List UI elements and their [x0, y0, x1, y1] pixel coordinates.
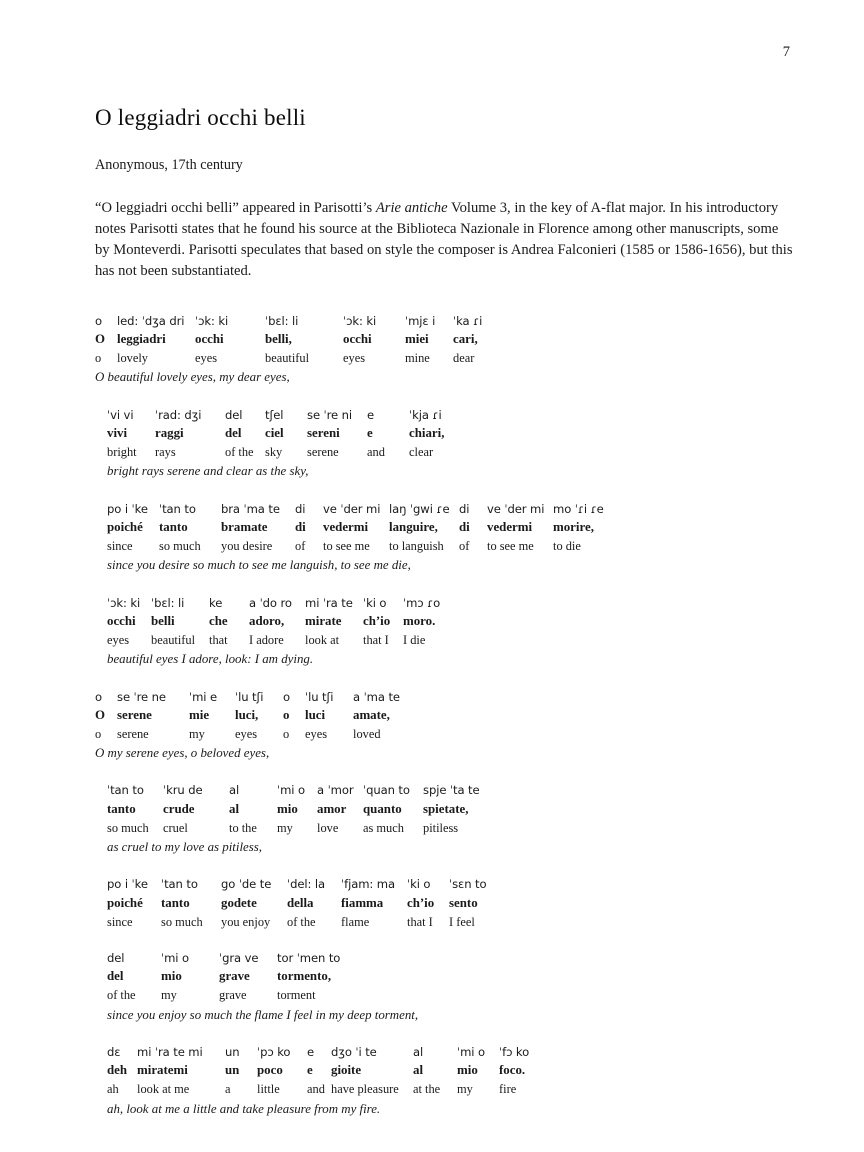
italian-word: amate,	[353, 707, 390, 722]
italian-word: sento	[449, 895, 478, 910]
ipa-token: ˈmi o	[457, 1045, 485, 1060]
ipa-token: bra ˈma te	[221, 501, 280, 516]
italian-word: ch’io	[407, 895, 435, 910]
italian-word: grave	[219, 969, 250, 984]
ipa-token: dʒo ˈi te	[331, 1045, 377, 1060]
translation-line: since you enjoy so much the flame I feel in my deep torment,	[107, 1007, 419, 1022]
italian-word: gioite	[331, 1063, 362, 1078]
italian-word: spietate,	[423, 801, 469, 816]
gloss-word: my	[277, 820, 293, 835]
italian-word: e	[367, 425, 373, 440]
ipa-token: ˈtan to	[107, 783, 144, 798]
ipa-token: o	[95, 313, 102, 328]
ipa-token: ˈka ɾi	[453, 313, 483, 328]
italian-word: leggiadri	[117, 331, 166, 346]
gloss-word: and	[307, 1082, 325, 1097]
gloss-word: my	[161, 988, 177, 1003]
italian-word: poiché	[107, 519, 143, 534]
ipa-tier	[95, 689, 795, 706]
gloss-word: dear	[453, 350, 475, 365]
gloss-word: so much	[107, 820, 149, 835]
ipa-token: ˈlu tʃi	[305, 689, 334, 704]
stanza-block	[95, 876, 795, 931]
introduction-paragraph	[95, 198, 795, 283]
stanza-block	[95, 313, 795, 388]
gloss-word: look at me	[137, 1082, 190, 1097]
ipa-token: ˈlu tʃi	[235, 689, 264, 704]
intro-italic-title: Arie antiche	[375, 200, 448, 216]
translation-line: bright rays serene and clear as the sky,	[107, 464, 309, 479]
ipa-token: o	[283, 689, 290, 704]
gloss-word: loved	[353, 726, 381, 741]
italian-word: raggi	[155, 425, 184, 440]
italian-word: mie	[189, 707, 210, 722]
gloss-word: o	[283, 726, 290, 741]
gloss-word: sky	[265, 444, 283, 459]
italian-word: che	[209, 613, 228, 628]
italian-word: sereni	[307, 425, 340, 440]
gloss-word: my	[457, 1082, 473, 1097]
ipa-token: laŋ ˈgwi ɾe	[389, 501, 450, 516]
attribution-line: Anonymous, 17th century	[95, 157, 243, 173]
gloss-word: grave	[219, 988, 247, 1003]
italian-word: belli	[151, 613, 175, 628]
gloss-word: of	[459, 538, 470, 553]
italian-word: amor	[317, 801, 347, 816]
gloss-word: cruel	[163, 820, 188, 835]
ipa-token: ˈrad: dʒi	[155, 407, 202, 422]
gloss-word: rays	[155, 444, 176, 459]
gloss-word: and	[367, 444, 385, 459]
gloss-word: so much	[161, 914, 203, 929]
translation-line: O beautiful lovely eyes, my dear eyes,	[95, 370, 290, 385]
gloss-word: eyes	[343, 350, 366, 365]
ipa-token: ˈmi o	[277, 783, 305, 798]
gloss-word: ah	[107, 1082, 119, 1097]
ipa-token: di	[459, 501, 470, 516]
ipa-token: ˈɔk: ki	[107, 595, 141, 610]
ipa-token: un	[225, 1045, 240, 1060]
italian-word: ciel	[265, 425, 284, 440]
ipa-token: del	[225, 407, 243, 422]
gloss-word: eyes	[305, 726, 328, 741]
italian-word: ch’io	[363, 613, 391, 628]
gloss-word: I feel	[449, 914, 475, 929]
italian-word: tanto	[161, 895, 190, 910]
ipa-token: ˈkru de	[163, 783, 203, 798]
gloss-tier	[95, 349, 795, 367]
italian-word: belli,	[265, 331, 292, 346]
ipa-token: ˈɔk: ki	[195, 313, 229, 328]
gloss-word: little	[257, 1082, 280, 1097]
italian-word: serene	[117, 707, 152, 722]
ipa-token: mo ˈɾi ɾe	[553, 501, 604, 516]
gloss-word: fire	[499, 1082, 517, 1097]
gloss-word: a	[225, 1082, 231, 1097]
ipa-token: ˈbɛl: li	[151, 595, 185, 610]
stanza-block	[95, 407, 795, 482]
gloss-word: my	[189, 726, 205, 741]
gloss-word: I adore	[249, 632, 284, 647]
italian-word: al	[413, 1063, 424, 1078]
gloss-word: beautiful	[151, 632, 196, 647]
gloss-word: as much	[363, 820, 404, 835]
gloss-word: that	[209, 632, 228, 647]
gloss-word: serene	[117, 726, 149, 741]
ipa-token: ke	[209, 595, 223, 610]
stanza-block	[95, 595, 795, 670]
italian-word: occhi	[343, 331, 372, 346]
italian-word: luci	[305, 707, 326, 722]
italian-tier	[95, 706, 795, 725]
gloss-word: to languish	[389, 538, 444, 553]
ipa-tier	[107, 950, 795, 967]
italian-word: godete	[221, 895, 257, 910]
italian-word: bramate	[221, 519, 268, 534]
italian-word: o	[283, 707, 290, 722]
italian-word: O	[95, 331, 106, 346]
gloss-word: clear	[409, 444, 434, 459]
gloss-word: eyes	[235, 726, 258, 741]
stanza-block	[95, 782, 795, 857]
ipa-token: a ˈdo ro	[249, 595, 292, 610]
italian-word: della	[287, 895, 314, 910]
italian-tier	[107, 1061, 795, 1080]
ipa-token: ˈki o	[363, 595, 387, 610]
gloss-word: look at	[305, 632, 340, 647]
italian-word: quanto	[363, 801, 402, 816]
gloss-word: to see me	[487, 538, 534, 553]
gloss-word: flame	[341, 914, 370, 929]
italian-word: vivi	[107, 425, 128, 440]
translation-line: ah, look at me a little and take pleasure from my fire.	[107, 1101, 381, 1116]
italian-word: miratemi	[137, 1063, 188, 1078]
italian-word: adoro,	[249, 613, 285, 628]
italian-word: miei	[405, 331, 429, 346]
italian-word: deh	[107, 1063, 128, 1078]
ipa-token: a ˈmor	[317, 783, 354, 798]
translation-line: since you desire so much to see me languish, to see me die,	[107, 558, 411, 573]
italian-word: languire,	[389, 519, 438, 534]
gloss-tier	[107, 537, 795, 555]
gloss-word: o	[95, 726, 102, 741]
gloss-word: bright	[107, 444, 137, 459]
italian-word: del	[107, 969, 124, 984]
ipa-token: o	[95, 689, 102, 704]
gloss-word: mine	[405, 350, 430, 365]
ipa-token: al	[413, 1045, 424, 1060]
ipa-tier	[107, 1044, 795, 1061]
ipa-tier	[107, 407, 795, 424]
ipa-token: ˈmɔ ɾo	[403, 595, 441, 610]
gloss-word: eyes	[107, 632, 130, 647]
ipa-token: po i ˈke	[107, 877, 148, 892]
gloss-tier	[95, 725, 795, 743]
gloss-word: have pleasure	[331, 1082, 399, 1097]
ipa-token: tor ˈmen to	[277, 951, 341, 966]
gloss-word: lovely	[117, 350, 148, 365]
italian-word: di	[295, 519, 306, 534]
stanza-block	[95, 950, 795, 1025]
gloss-word: beautiful	[265, 350, 310, 365]
ipa-token: dɛ	[107, 1045, 121, 1060]
gloss-word: to the	[229, 820, 257, 835]
ipa-token: ˈmi e	[189, 689, 218, 704]
italian-word: O	[95, 707, 106, 722]
intro-part-1: “O leggiadri occhi belli” appeared in Parisotti’s	[95, 200, 376, 216]
ipa-token: ˈvi vi	[107, 407, 134, 422]
ipa-token: ˈsɛn to	[449, 877, 487, 892]
ipa-token: ve ˈder mi	[323, 501, 381, 516]
ipa-token: go ˈde te	[221, 877, 272, 892]
italian-word: cari,	[453, 331, 478, 346]
italian-word: tanto	[107, 801, 136, 816]
gloss-word: pitiless	[423, 820, 459, 835]
gloss-tier	[107, 443, 795, 461]
interlinear-stanza-list	[95, 313, 795, 1119]
ipa-token: a ˈma te	[353, 689, 400, 704]
italian-word: crude	[163, 801, 195, 816]
italian-word: un	[225, 1063, 240, 1078]
gloss-word: since	[107, 914, 133, 929]
gloss-tier	[107, 819, 795, 837]
gloss-tier	[107, 986, 795, 1004]
italian-word: e	[307, 1063, 313, 1078]
italian-word: del	[225, 425, 242, 440]
gloss-word: serene	[307, 444, 339, 459]
ipa-token: ˈbɛl: li	[265, 313, 299, 328]
ipa-token: spje ˈta te	[423, 783, 480, 798]
italian-word: di	[459, 519, 470, 534]
italian-tier	[95, 330, 795, 349]
italian-word: tanto	[159, 519, 188, 534]
stanza-block	[95, 689, 795, 764]
gloss-word: of	[295, 538, 306, 553]
italian-word: occhi	[107, 613, 136, 628]
gloss-word: of the	[287, 914, 316, 929]
italian-word: poco	[257, 1063, 283, 1078]
gloss-tier	[107, 913, 795, 931]
gloss-word: so much	[159, 538, 201, 553]
italian-word: poiché	[107, 895, 143, 910]
italian-tier	[107, 518, 795, 537]
ipa-token: di	[295, 501, 306, 516]
italian-word: vedermi	[487, 519, 533, 534]
gloss-word: since	[107, 538, 133, 553]
ipa-token: ˈquan to	[363, 783, 410, 798]
italian-word: mirate	[305, 613, 342, 628]
gloss-word: to see me	[323, 538, 370, 553]
italian-word: mio	[161, 969, 182, 984]
gloss-word: I die	[403, 632, 426, 647]
translation-line: O my serene eyes, o beloved eyes,	[95, 746, 270, 761]
gloss-word: eyes	[195, 350, 218, 365]
ipa-token: ˈmi o	[161, 951, 189, 966]
gloss-word: you enjoy	[221, 914, 271, 929]
ipa-token: ˈɔk: ki	[343, 313, 377, 328]
gloss-word: love	[317, 820, 339, 835]
gloss-tier	[107, 631, 795, 649]
stanza-block	[95, 1044, 795, 1119]
translation-line: beautiful eyes I adore, look: I am dying.	[107, 652, 314, 667]
italian-word: vedermi	[323, 519, 369, 534]
italian-tier	[107, 967, 795, 986]
ipa-token: ˈpɔ ko	[257, 1045, 291, 1060]
ipa-token: po i ˈke	[107, 501, 148, 516]
ipa-token: ˈkja ɾi	[409, 407, 442, 422]
ipa-tier	[107, 501, 795, 518]
ipa-token: se ˈre ne	[117, 689, 166, 704]
italian-word: moro.	[403, 613, 436, 628]
italian-word: occhi	[195, 331, 224, 346]
ipa-token: se ˈre ni	[307, 407, 353, 422]
gloss-word: o	[95, 350, 102, 365]
gloss-word: at the	[413, 1082, 441, 1097]
italian-word: morire,	[553, 519, 594, 534]
page-number: 7	[782, 44, 790, 60]
gloss-word: that I	[407, 914, 433, 929]
italian-word: luci,	[235, 707, 259, 722]
ipa-token: led: ˈdʒa dri	[117, 313, 185, 328]
ipa-token: tʃel	[265, 407, 284, 422]
italian-word: foco.	[499, 1063, 526, 1078]
italian-word: mio	[457, 1063, 478, 1078]
ipa-token: mi ˈra te mi	[137, 1045, 203, 1060]
page-title: O leggiadri occhi belli	[95, 105, 306, 130]
ipa-token: ˈdel: la	[287, 877, 326, 892]
gloss-word: that I	[363, 632, 389, 647]
gloss-tier	[107, 1080, 795, 1098]
translation-line: as cruel to my love as pitiless,	[107, 840, 263, 855]
ipa-token: del	[107, 951, 125, 966]
gloss-word: of the	[225, 444, 254, 459]
ipa-token: ve ˈder mi	[487, 501, 545, 516]
ipa-token: e	[367, 407, 375, 422]
italian-tier	[107, 800, 795, 819]
ipa-tier	[107, 782, 795, 799]
ipa-tier	[107, 876, 795, 893]
ipa-token: ˈfjam: ma	[341, 877, 395, 892]
gloss-word: to die	[553, 538, 581, 553]
italian-tier	[107, 424, 795, 443]
gloss-word: torment	[277, 988, 316, 1003]
stanza-block	[95, 501, 795, 576]
ipa-token: ˈki o	[407, 877, 431, 892]
ipa-token: ˈtan to	[161, 877, 198, 892]
italian-word: al	[229, 801, 240, 816]
page-content	[95, 105, 795, 1138]
italian-tier	[107, 894, 795, 913]
italian-word: chiari,	[409, 425, 445, 440]
italian-word: mio	[277, 801, 298, 816]
gloss-word: of the	[107, 988, 136, 1003]
ipa-token: al	[229, 783, 240, 798]
ipa-token: ˈtan to	[159, 501, 196, 516]
gloss-word: you desire	[221, 538, 273, 553]
ipa-tier	[95, 313, 795, 330]
ipa-token: ˈfɔ ko	[499, 1045, 530, 1060]
italian-tier	[107, 612, 795, 631]
ipa-token: ˈmjɛ i	[405, 313, 436, 328]
italian-word: tormento,	[277, 969, 332, 984]
ipa-token: mi ˈra te	[305, 595, 353, 610]
ipa-token: e	[307, 1045, 315, 1060]
intro-part-2: Volume 3, in the key of A-flat major. In his introductory notes Parisotti states that he found his source at the Biblioteca Nazionale in Florence among other manuscripts, some by Monteverdi. Parisotti speculates that based on style the composer is Andrea Falconieri (1585 or 1586-1656), but this has not been substantiated.	[95, 200, 793, 280]
ipa-tier	[107, 595, 795, 612]
ipa-token: ˈgra ve	[219, 951, 259, 966]
italian-word: fiamma	[341, 895, 384, 910]
